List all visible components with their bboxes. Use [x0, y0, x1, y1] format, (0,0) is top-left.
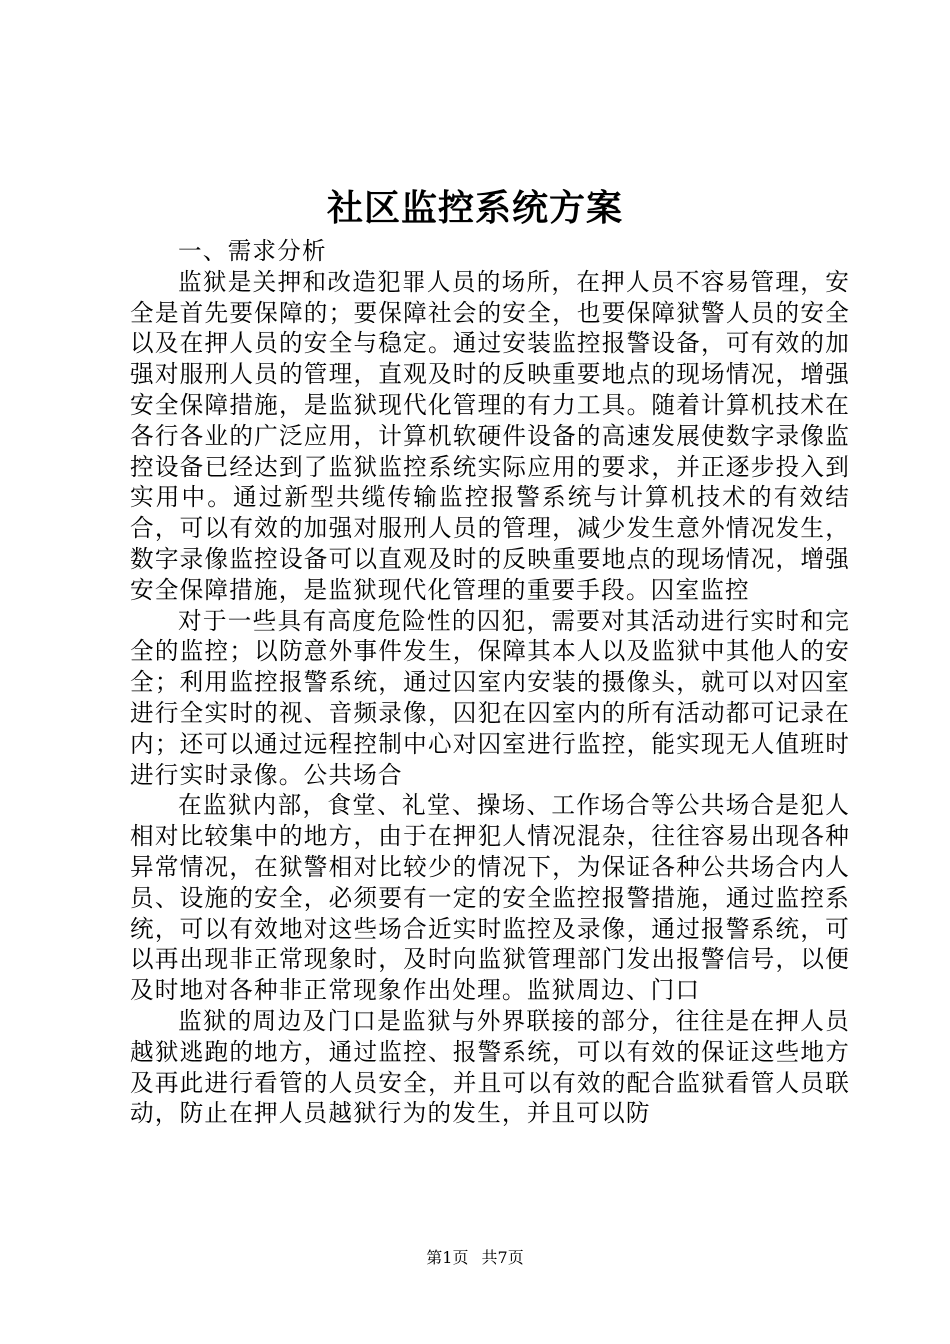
paragraph-1: 监狱是关押和改造犯罪人员的场所，在押人员不容易管理，安全是首先要保障的；要保障社会的安全，也要保障狱警人员的安全以及在押人员的安全与稳定。通过安装监控报警设备，可有效的加强对服刑人员的管理，直观及时的反映重要地点的现场情况，增强安全保障措施，是监狱现代化管理的有力工具。随着计算机技术在各行各业的广泛应用，计算机软硬件设备的高速发展使数字录像监控设备已经达到了监狱监控系统实际应用的要求，并正逐步投入到实用中。通过新型共缆传输监控报警系统与计算机技术的有效结合，可以有效的加强对服刑人员的管理，减少发生意外情况发生，数字录像监控设备可以直观及时的反映重要地点的现场情况，增强安全保障措施，是监狱现代化管理的重要手段。囚室监控: [130, 267, 850, 604]
document-title: 社区监控系统方案: [326, 187, 623, 229]
paragraph-3: 在监狱内部，食堂、礼堂、操场、工作场合等公共场合是犯人相对比较集中的地方，由于在押犯人情况混杂，往往容易出现各种异常情况，在狱警相对比较少的情况下，为保证各种公共场合内人员、设施的安全，必须要有一定的安全监控报警措施，通过监控系统，可以有效地对这些场合近实时监控及录像，通过报警系统，可以再出现非正常现象时，及时向监狱管理部门发出报警信号，以便及时地对各种非正常现象作出处理。监狱周边、门口: [130, 791, 850, 1005]
paragraph-2: 对于一些具有高度危险性的囚犯，需要对其活动进行实时和完全的监控；以防意外事件发生，保障其本人以及监狱中其他人的安全；利用监控报警系统，通过囚室内安装的摄像头，就可以对囚室进行全实时的视、音频录像，囚犯在囚室内的所有活动都可记录在内；还可以通过远程控制中心对囚室进行监控，能实现无人值班时进行实时录像。公共场合: [130, 606, 850, 789]
page-number: 第1页: [426, 1248, 469, 1267]
section-heading: 一、需求分析: [178, 237, 327, 265]
page-total: 共7页: [481, 1248, 524, 1267]
document-body: [130, 236, 850, 1129]
page-footer: [0, 1245, 950, 1268]
paragraph-4: 监狱的周边及门口是监狱与外界联接的部分，往往是在押人员越狱逃跑的地方，通过监控、报警系统，可以有效的保证这些地方及再此进行看管的人员安全，并且可以有效的配合监狱看管人员联动，防止在押人员越狱行为的发生，并且可以防: [130, 1006, 850, 1128]
